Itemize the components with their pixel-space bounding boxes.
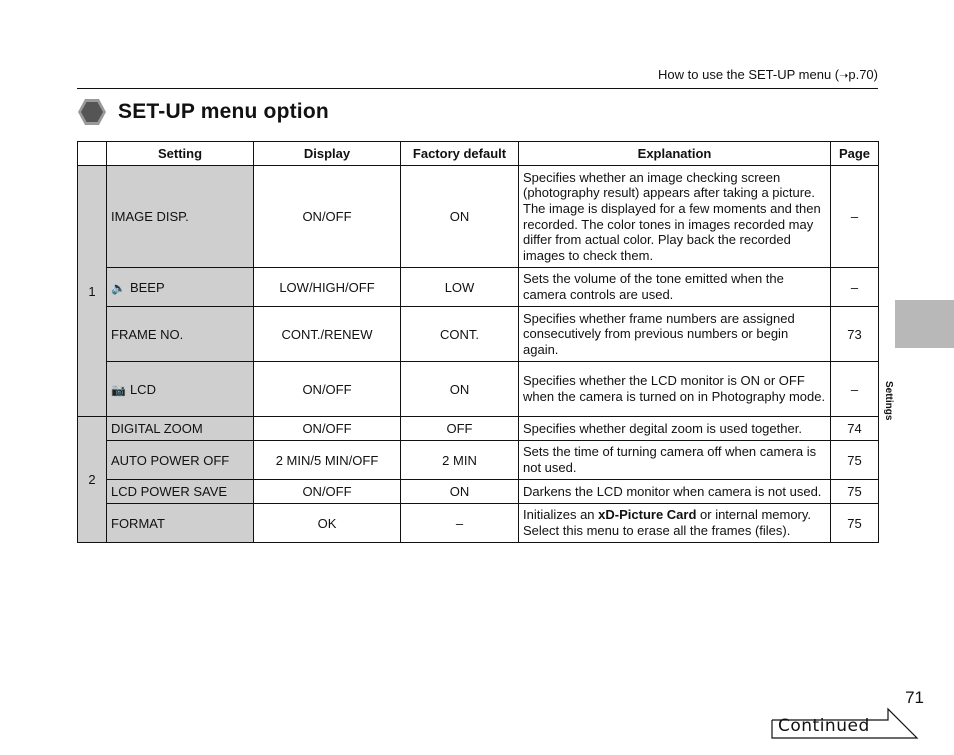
setting-name: AUTO POWER OFF	[107, 441, 254, 480]
explanation: Sets the time of turning camera off when camera is not used.	[519, 441, 831, 480]
factory-default: LOW	[401, 268, 519, 307]
arrow-right-icon: ➝	[839, 70, 849, 82]
setting-cell	[107, 362, 254, 417]
explanation-emphasis: xD-Picture Card	[598, 507, 697, 523]
factory-default: OFF	[401, 417, 519, 441]
factory-default: CONT.	[401, 307, 519, 362]
display-values: ON/OFF	[254, 417, 401, 441]
factory-default: 2 MIN	[401, 441, 519, 480]
explanation-text: or internal memory. Select this menu to erase all the frames (files).	[523, 507, 812, 538]
display-values: ON/OFF	[254, 480, 401, 504]
table-row	[78, 480, 879, 504]
explanation: Darkens the LCD monitor when camera is not used.	[519, 480, 831, 504]
page-ref: 75	[831, 504, 879, 543]
display-values: CONT./RENEW	[254, 307, 401, 362]
table-row	[78, 307, 879, 362]
hexagon-bullet-icon	[78, 99, 106, 125]
page-title: SET-UP menu option	[118, 100, 329, 123]
header-display: Display	[254, 142, 401, 166]
display-values: ON/OFF	[254, 166, 401, 268]
section-reference	[658, 67, 878, 82]
factory-default: ON	[401, 166, 519, 268]
table-row	[78, 441, 879, 480]
page-number: 71	[905, 688, 924, 707]
explanation-text: Initializes an	[523, 507, 599, 523]
setup-options-table	[77, 141, 879, 543]
page-ref: 74	[831, 417, 879, 441]
display-values: LOW/HIGH/OFF	[254, 268, 401, 307]
factory-default: ON	[401, 480, 519, 504]
section-tab-label: Settings	[883, 381, 894, 421]
reference-prefix: How to use the SET-UP menu (	[658, 67, 840, 82]
header-page: Page	[831, 142, 879, 166]
explanation	[519, 504, 831, 543]
table-row	[78, 362, 879, 417]
group-number: 1	[78, 166, 107, 417]
page-ref: –	[831, 166, 879, 268]
setting-cell	[107, 268, 254, 307]
header-explanation: Explanation	[519, 142, 831, 166]
setting-name: BEEP	[129, 279, 165, 295]
setting-name: FORMAT	[107, 504, 254, 543]
page-ref: –	[831, 268, 879, 307]
header-divider	[77, 88, 878, 89]
table-row	[78, 504, 879, 543]
table-header-row	[78, 142, 879, 166]
header-group	[78, 142, 107, 166]
display-values: 2 MIN/5 MIN/OFF	[254, 441, 401, 480]
factory-default: –	[401, 504, 519, 543]
table-row	[78, 166, 879, 268]
explanation: Specifies whether frame numbers are assigned consecutively from previous numbers or begin again.	[519, 307, 831, 362]
explanation: Specifies whether degital zoom is used together.	[519, 417, 831, 441]
display-values: ON/OFF	[254, 362, 401, 417]
explanation: Specifies whether the LCD monitor is ON or OFF when the camera is turned on in Photography mode.	[519, 362, 831, 417]
header-factory-default: Factory default	[401, 142, 519, 166]
table-row	[78, 417, 879, 441]
explanation: Specifies whether an image checking screen (photography result) appears after taking a picture. The image is displayed for a few moments and then recorded. The color tones in images recorded may differ from actual color. Play back the recorded images to check them.	[519, 166, 831, 268]
table-row	[78, 268, 879, 307]
page-ref: 75	[831, 480, 879, 504]
setting-name: LCD POWER SAVE	[107, 480, 254, 504]
setting-name: IMAGE DISP.	[107, 166, 254, 268]
continued-label: Continued	[778, 716, 870, 736]
setting-name: LCD	[129, 381, 156, 397]
group-number: 2	[78, 417, 107, 543]
explanation: Sets the volume of the tone emitted when the camera controls are used.	[519, 268, 831, 307]
continued-marker	[770, 707, 920, 739]
page-ref: 75	[831, 441, 879, 480]
factory-default: ON	[401, 362, 519, 417]
title-block	[78, 99, 329, 125]
section-tab	[895, 300, 954, 348]
setting-name: FRAME NO.	[107, 307, 254, 362]
speaker-icon: 🔈	[111, 280, 126, 295]
reference-page: p.70)	[848, 67, 878, 82]
header-setting: Setting	[107, 142, 254, 166]
camera-icon: 📷	[111, 382, 126, 397]
page-ref: 73	[831, 307, 879, 362]
setting-name: DIGITAL ZOOM	[107, 417, 254, 441]
page-ref: –	[831, 362, 879, 417]
display-values: OK	[254, 504, 401, 543]
